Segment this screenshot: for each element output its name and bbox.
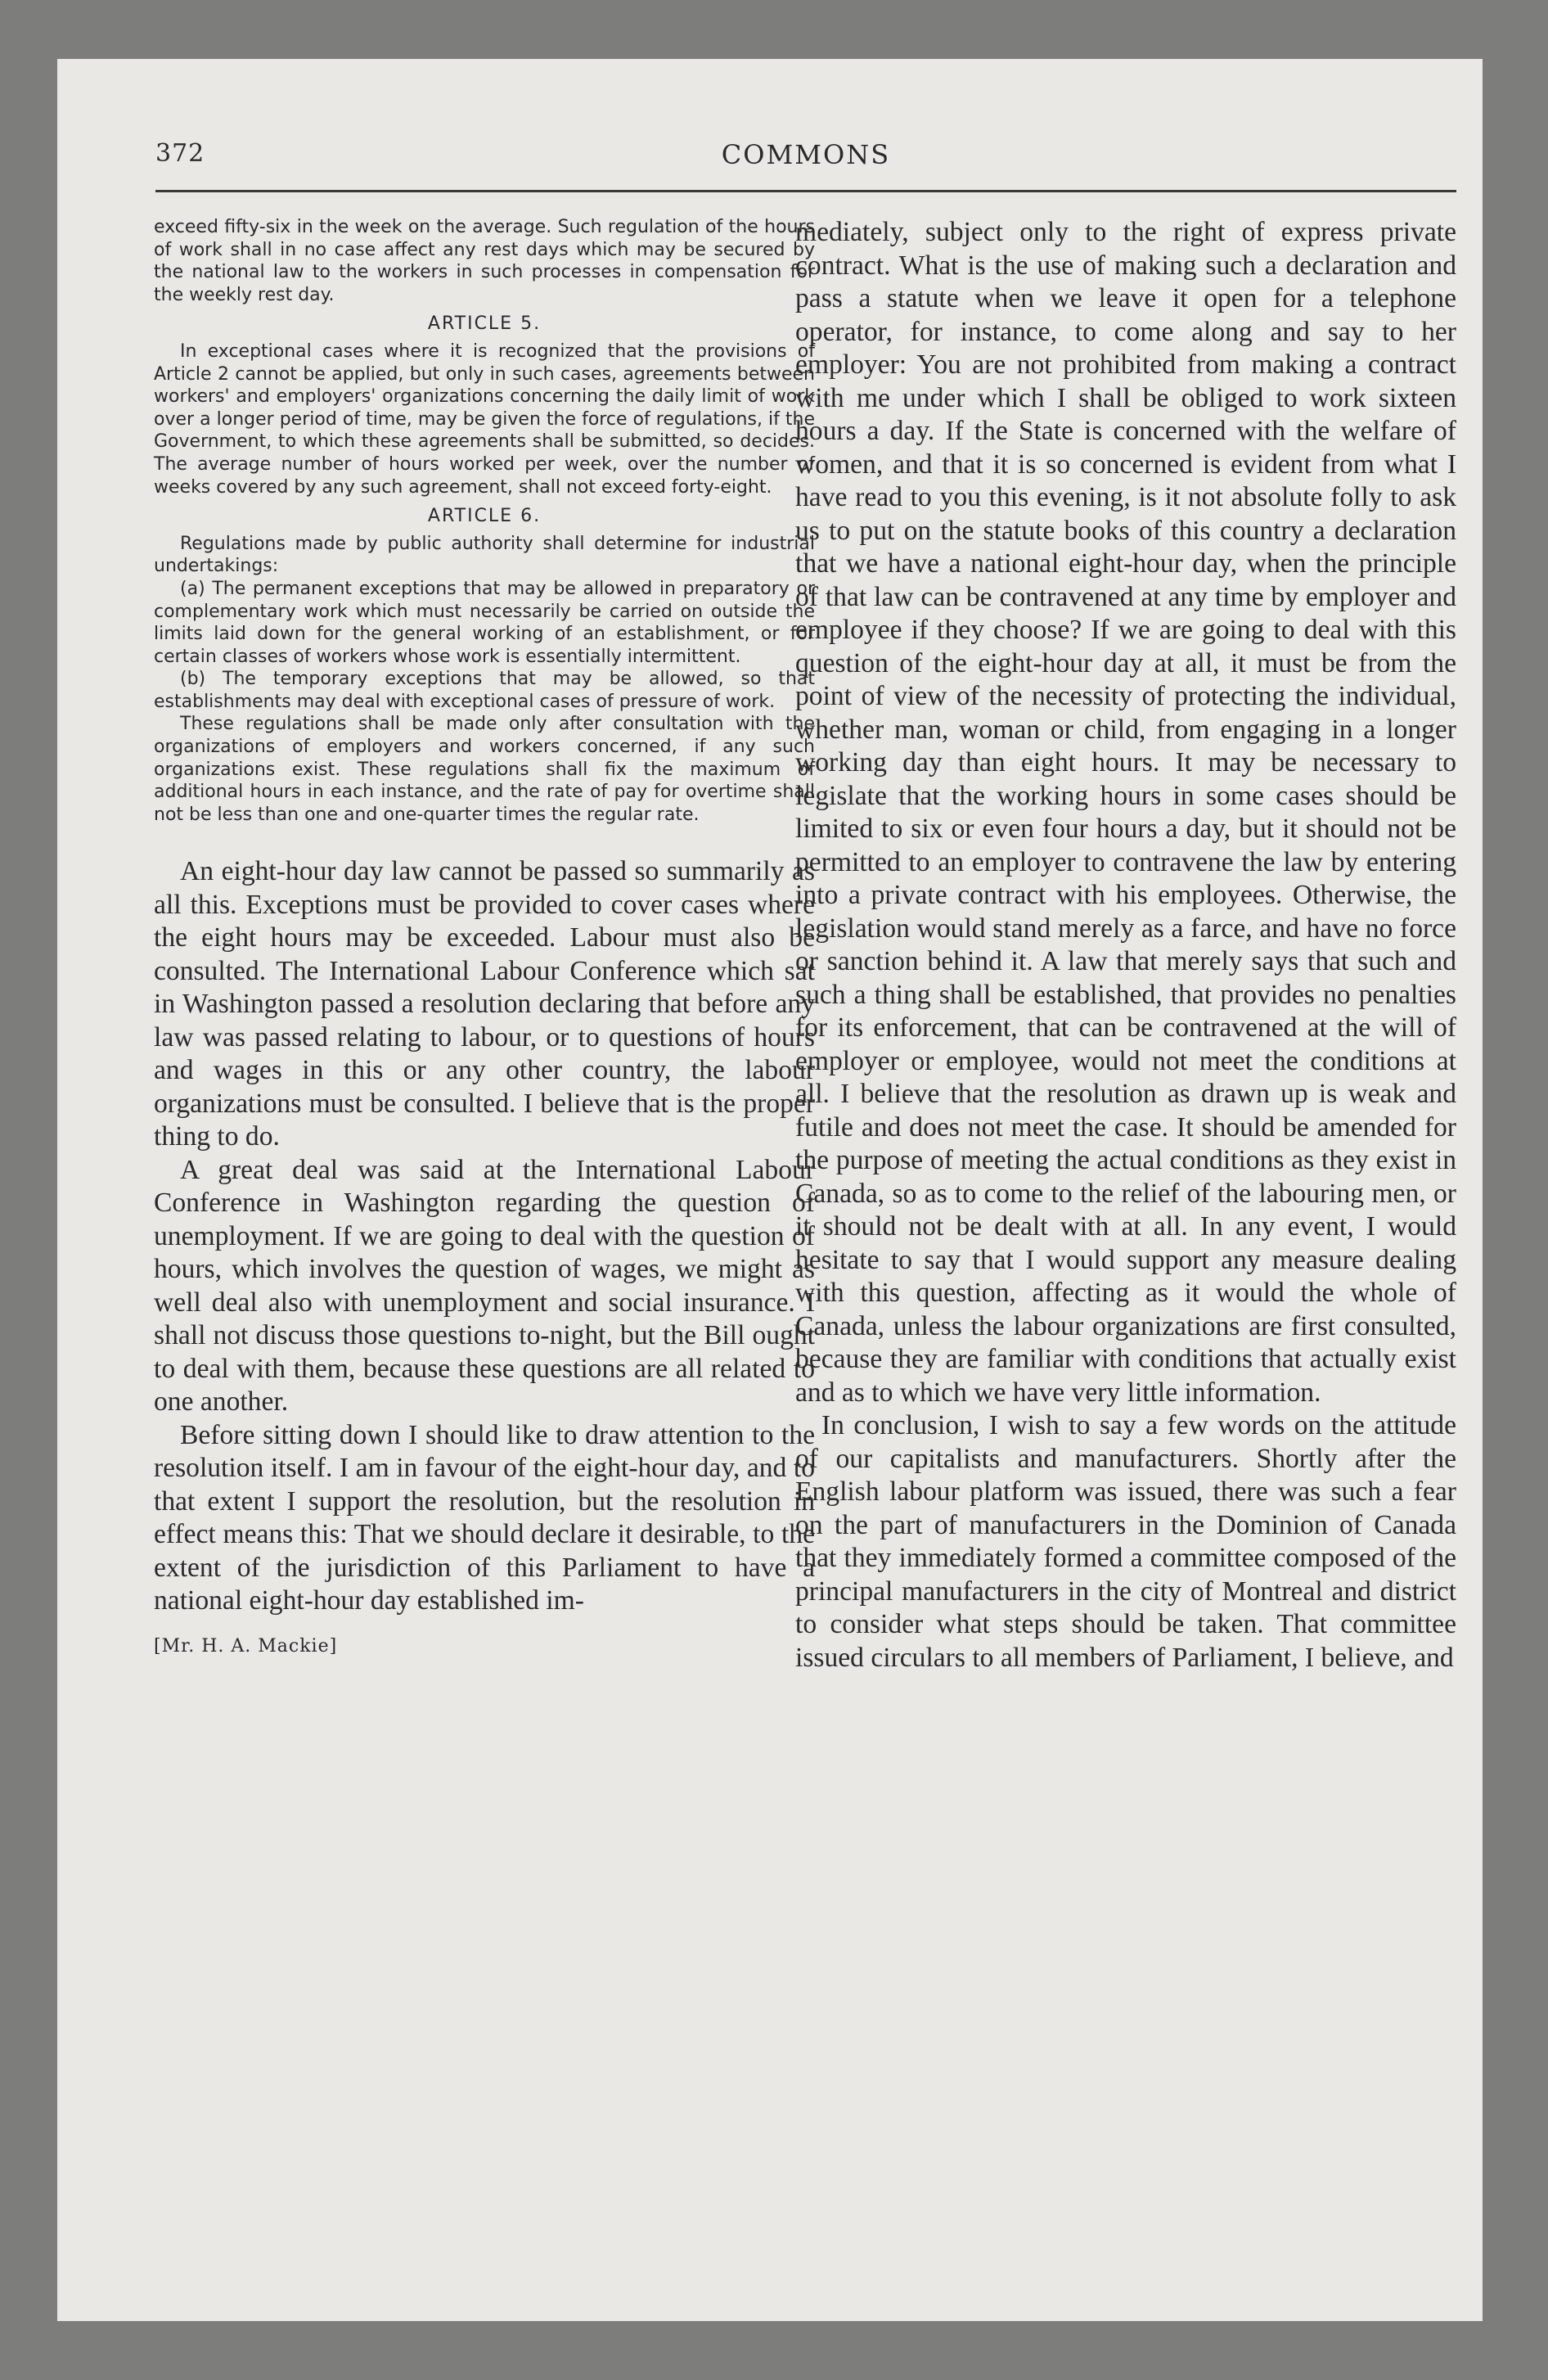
article-5-text: In exceptional cases where it is recognized that the provisions of Article 2 cannot be applied, but only in such cases, agreements between workers' and employers' organizations concerning the daily limit of work over a longer period of time, may be given the force of regulations, if the Government, to which these agreements shall be submitted, so decides. The average number of hours worked per week, over the number of weeks covered by any such agreement, shall not exceed forty-eight. [154,340,815,498]
article-6-clause-b: (b) The temporary exceptions that may be allowed, so that establishments may deal with exceptional cases of pressure of work. [154,669,815,712]
speech-right [795,216,1456,1675]
speech-paragraph: Before sitting down I should like to draw attention to the resolution itself. I am in favour of the eight-hour day, and to that extent I support the resolution, but the resolution in effect means this: That we should declare it desirable, to the extent of the jurisdiction of this Parliament to have a national eight-hour day established im- [154,1419,815,1616]
article-6-heading: ARTICLE 6. [427,506,542,527]
page-header [155,133,1456,182]
spacer [154,826,815,855]
excerpt-intro: exceed fifty-six in the week on the average. Such regulation of the hours of work shall in no case affect any rest days which may be secured by the national law to the workers in such processes in compensation for the weekly rest day. [154,217,815,305]
article-5-heading: ARTICLE 5. [427,313,542,335]
speech-paragraph: A great deal was said at the International Labour Conference in Washington regarding the question of unemployment. If we are going to deal with the question of hours, which involves the question of wages, we might as well deal also with unemployment and social insurance. I shall not discuss those questions to-night, but the Bill ought to deal with them, because these questions are all related to one another. [154,1154,815,1418]
article-6-clauses [154,578,815,827]
speech-paragraph: An eight-hour day law cannot be passed so summarily as all this. Exceptions must be provided to cover cases where the eight hours may be exceeded. Labour must also be consulted. The International Labour Conference which sat in Washington passed a resolution declaring that before any law was passed relating to labour, or to questions of hours and wages in this or any other country, the labour organizations must be consulted. I believe that is the proper thing to do. [154,856,815,1152]
article-6-clause-a: (a) The permanent exceptions that may be allowed in preparatory or complementary work which must necessarily be carried on outside the limits laid down for the general working of an establishment, or for certain classes of workers whose work is essentially intermittent. [154,578,815,667]
article-6-intro: Regulations made by public authority shall determine for industrial undertakings: [154,533,815,577]
speaker-footer: [Mr. H. A. Mackie] [154,1635,338,1657]
speech-paragraph: mediately, subject only to the right of express private contract. What is the use of making such a declaration and pass a statute when we leave it open for a telephone operator, for instance, to come along and say to her employer: You are not prohibited from making a contract with me under which I shall be obliged to work sixteen hours a day. If the State is concerned with the welfare of women, and that it is so concerned is evident from what I have read to you this evening, is it not absolute folly to ask us to put on the statute books of this country a declaration that we have a national eight-hour day, when the principle of that law can be contravened at any time by employer and employee if they choose? If we are going to deal with this question of the eight-hour day at all, it must be from the point of view of the necessity of protecting the individual, whether man, woman or child, from engaging in a longer working day than eight hours. It may be necessary to legislate that the working hours in some cases should be limited to six or even four hours a day, but it should not be permitted to an employer to contravene the law by entering into a private contract with his employees. Otherwise, the legislation would stand merely as a farce, and have no force or sanction behind it. A law that merely says that such and such a thing shall be established, that provides no penalties for its enforcement, that can be contravened at the will of employer or employee, would not meet the conditions at all. I believe that the resolution as drawn up is weak and futile and does not meet the case. It should be amended for the purpose of meeting the actual conditions as they exist in Canada, so as to come to the relief of the labouring men, or it should not be dealt with at all. In any event, I would hesitate to say that I would support any measure dealing with this question, affecting as it would the whole of Canada, unless the labour organizations are first consulted, because they are familiar with conditions that actually exist and as to which we have very little information. [795,217,1456,1408]
treaty-excerpt [154,216,815,826]
left-column [154,216,815,1657]
speech-left [154,855,815,1618]
speech-paragraph: In conclusion, I wish to say a few words on the attitude of our capitalists and manufacturers. Shortly after the English labour platform was issued, there was such a fear on the part of manufacturers in the Dominion of Canada that they immediately formed a committee composed of the principal manufacturers in the city of Montreal and district to consider what steps should be taken. That committee issued circulars to all members of Parliament, I believe, and [795,1410,1456,1673]
header-rule [155,190,1456,192]
scanned-page [57,59,1483,2321]
article-6-clause-c: These regulations shall be made only after consultation with the organizations of employers and workers concerned, if any such organizations exist. These regulations shall fix the maximum of additional hours in each instance, and the rate of pay for overtime shall not be less than one and one-quarter times the regular rate. [154,714,815,825]
right-column [795,216,1456,1675]
page-number: 372 [155,139,205,168]
running-head: COMMONS [721,139,891,170]
